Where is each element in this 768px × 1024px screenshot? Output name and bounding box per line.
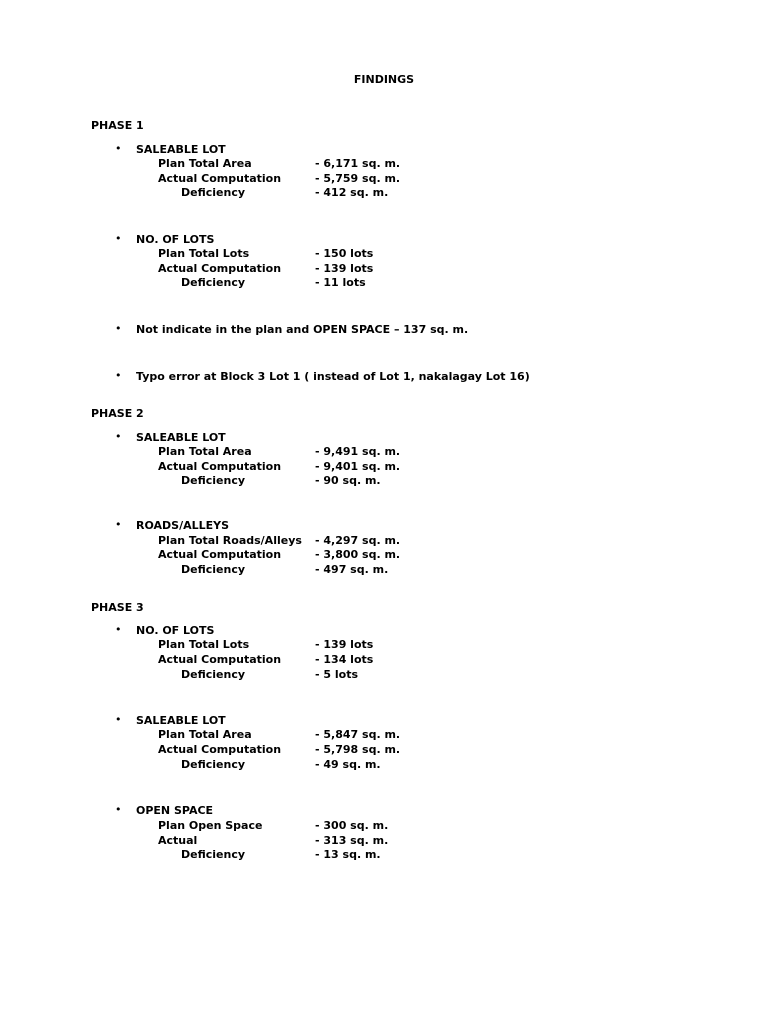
- row-value: - 150 lots: [315, 247, 374, 260]
- finding-heading: NO. OF LOTS: [136, 233, 215, 246]
- finding-heading: SALEABLE LOT: [136, 431, 226, 444]
- row-label: Deficiency: [181, 668, 246, 681]
- phase-heading: PHASE 1: [91, 119, 144, 132]
- bullet-icon: •: [115, 430, 122, 443]
- row-label: Plan Total Roads/Alleys: [158, 534, 302, 547]
- row-value: - 11 lots: [315, 276, 366, 289]
- phase-heading: PHASE 3: [91, 601, 144, 614]
- row-value: - 139 lots: [315, 262, 374, 275]
- row-label: Actual Computation: [158, 743, 282, 756]
- row-value: - 4,297 sq. m.: [315, 534, 401, 547]
- row-label: Plan Total Lots: [158, 247, 250, 260]
- row-label: Plan Total Area: [158, 728, 252, 741]
- row-label: Deficiency: [181, 276, 246, 289]
- finding-heading: OPEN SPACE: [136, 804, 214, 817]
- row-value: - 49 sq. m.: [315, 758, 381, 771]
- finding-heading: SALEABLE LOT: [136, 714, 226, 727]
- finding-heading: NO. OF LOTS: [136, 624, 215, 637]
- row-value: - 412 sq. m.: [315, 186, 389, 199]
- row-label: Plan Total Area: [158, 157, 252, 170]
- finding-heading: ROADS/ALLEYS: [136, 519, 230, 532]
- row-value: - 6,171 sq. m.: [315, 157, 401, 170]
- row-label: Deficiency: [181, 563, 246, 576]
- row-label: Plan Total Lots: [158, 638, 250, 651]
- row-value: - 5,847 sq. m.: [315, 728, 401, 741]
- row-value: - 313 sq. m.: [315, 834, 389, 847]
- row-value: - 5 lots: [315, 668, 359, 681]
- row-label: Actual Computation: [158, 172, 282, 185]
- row-value: - 300 sq. m.: [315, 819, 389, 832]
- bullet-icon: •: [115, 803, 122, 816]
- row-label: Deficiency: [181, 186, 246, 199]
- row-value: - 139 lots: [315, 638, 374, 651]
- row-label: Actual Computation: [158, 460, 282, 473]
- row-label: Actual Computation: [158, 262, 282, 275]
- note-text: Typo error at Block 3 Lot 1 ( instead of Lot 1, nakalagay Lot 16): [136, 370, 530, 383]
- row-value: - 13 sq. m.: [315, 848, 381, 861]
- bullet-icon: •: [115, 322, 122, 335]
- row-label: Plan Open Space: [158, 819, 263, 832]
- row-value: - 5,798 sq. m.: [315, 743, 401, 756]
- row-label: Actual Computation: [158, 653, 282, 666]
- note-text: Not indicate in the plan and OPEN SPACE – 137 sq. m.: [136, 323, 469, 336]
- page-title: FINDINGS: [353, 73, 415, 86]
- bullet-icon: •: [115, 518, 122, 531]
- row-value: - 134 lots: [315, 653, 374, 666]
- bullet-icon: •: [115, 713, 122, 726]
- row-value: - 3,800 sq. m.: [315, 548, 401, 561]
- row-value: - 9,401 sq. m.: [315, 460, 401, 473]
- row-label: Plan Total Area: [158, 445, 252, 458]
- row-value: - 90 sq. m.: [315, 474, 381, 487]
- phase-heading: PHASE 2: [91, 407, 144, 420]
- row-label: Deficiency: [181, 758, 246, 771]
- row-value: - 5,759 sq. m.: [315, 172, 401, 185]
- row-label: Deficiency: [181, 474, 246, 487]
- row-value: - 9,491 sq. m.: [315, 445, 401, 458]
- finding-heading: SALEABLE LOT: [136, 143, 226, 156]
- bullet-icon: •: [115, 232, 122, 245]
- row-label: Actual Computation: [158, 548, 282, 561]
- bullet-icon: •: [115, 623, 122, 636]
- bullet-icon: •: [115, 369, 122, 382]
- bullet-icon: •: [115, 142, 122, 155]
- row-label: Actual: [158, 834, 198, 847]
- row-label: Deficiency: [181, 848, 246, 861]
- row-value: - 497 sq. m.: [315, 563, 389, 576]
